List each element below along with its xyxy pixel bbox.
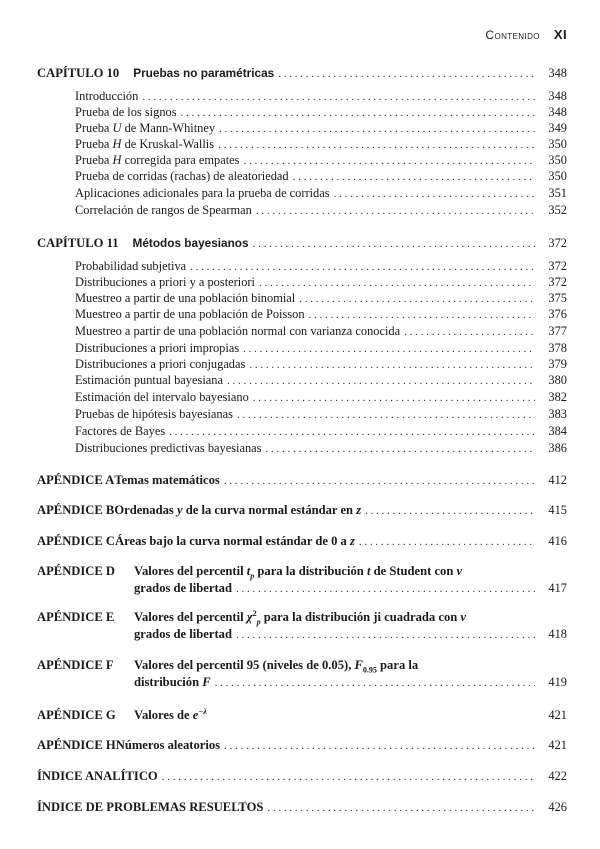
running-head xyxy=(485,27,567,42)
toc-entry[interactable] xyxy=(75,324,567,340)
page-number: 350 xyxy=(548,169,567,183)
toc-entry[interactable] xyxy=(75,275,567,291)
page-number: 350 xyxy=(548,137,567,151)
dot-leader xyxy=(142,90,535,105)
entry-title: Estimación del intervalo bayesiano xyxy=(75,390,249,404)
toc-appendix-d[interactable] xyxy=(37,564,567,597)
entry-title: Prueba U de Mann-Whitney xyxy=(75,121,216,135)
chapter-title: Pruebas no paramétricas xyxy=(133,66,275,80)
toc-entry[interactable] xyxy=(75,169,567,185)
toc-entry[interactable] xyxy=(75,89,567,105)
appendix-label: APÉNDICE C xyxy=(37,534,116,548)
toc-index-problemas[interactable] xyxy=(37,800,567,816)
entry-title: Estimación puntual bayesiana xyxy=(75,373,223,387)
page-number: 417 xyxy=(548,581,567,595)
appendix-title: Ordenadas y de la curva normal estándar en z xyxy=(114,503,362,517)
appendix-title-line2: grados de libertad xyxy=(134,581,232,595)
page-number: 376 xyxy=(548,307,567,321)
page-number: 375 xyxy=(548,291,567,305)
dot-leader xyxy=(256,204,535,219)
entry-title: Prueba de corridas (rachas) de aleatoriedad xyxy=(75,169,289,183)
dot-leader xyxy=(365,504,535,519)
appendix-label: APÉNDICE B xyxy=(37,503,115,517)
toc-chapter-11[interactable] xyxy=(37,236,567,252)
entry-title: Correlación de rangos de Spearman xyxy=(75,203,252,217)
dot-leader xyxy=(243,154,535,169)
entry-title: Distribuciones a priori impropias xyxy=(75,341,240,355)
entry-title: Aplicaciones adicionales para la prueba de corridas xyxy=(75,186,330,200)
dot-leader xyxy=(237,408,535,423)
appendix-title: Valores del percentil 95 (niveles de 0.05), $F_{0.95}$ para la xyxy=(134,658,419,675)
page-number: 419 xyxy=(548,675,567,689)
toc-appendix-c[interactable] xyxy=(37,534,567,550)
toc-entry[interactable] xyxy=(75,121,567,137)
toc-entry[interactable] xyxy=(75,341,567,357)
dot-leader xyxy=(359,535,535,550)
toc-index-analitico[interactable] xyxy=(37,769,567,785)
toc-entry[interactable] xyxy=(75,424,567,440)
page-number: 349 xyxy=(548,121,567,135)
page-number: 380 xyxy=(548,373,567,387)
dot-leader xyxy=(227,374,535,389)
dot-leader xyxy=(224,474,535,489)
page-number: 421 xyxy=(548,708,567,722)
dot-leader xyxy=(215,676,535,691)
running-head-section: Contenido xyxy=(485,28,540,42)
dot-leader xyxy=(259,276,535,291)
page-number: 426 xyxy=(548,800,567,814)
toc-entry[interactable] xyxy=(75,307,567,323)
entry-title: Prueba H corregida para empates xyxy=(75,153,240,167)
toc-entry[interactable] xyxy=(75,137,567,153)
toc-entry[interactable] xyxy=(75,105,567,121)
appendix-label: APÉNDICE F xyxy=(37,658,114,672)
chapter-label: CAPÍTULO 11 xyxy=(37,236,119,250)
toc-entry[interactable] xyxy=(75,441,567,457)
dot-leader xyxy=(236,628,535,643)
dot-leader xyxy=(404,325,535,340)
page-number: 384 xyxy=(548,424,567,438)
appendix-label: APÉNDICE D xyxy=(37,564,116,578)
page-number: 379 xyxy=(548,357,567,371)
toc-entry[interactable] xyxy=(75,153,567,169)
page-number: 418 xyxy=(548,627,567,641)
toc-appendix-b[interactable] xyxy=(37,503,567,519)
running-head-page-number: XI xyxy=(553,27,567,42)
dot-leader xyxy=(253,237,535,252)
dot-leader xyxy=(181,106,535,121)
page-number: 422 xyxy=(548,769,567,783)
index-label: ÍNDICE DE PROBLEMAS RESUELTOS xyxy=(37,800,264,814)
appendix-title: Valores de $e^{-\lambda}$ xyxy=(134,706,207,722)
appendix-title-line2: distribución F xyxy=(134,675,211,689)
page-number: 383 xyxy=(548,407,567,421)
dot-leader xyxy=(169,425,535,440)
entry-title: Factores de Bayes xyxy=(75,424,166,438)
page-number: 372 xyxy=(548,275,567,289)
toc-appendix-f[interactable] xyxy=(37,658,567,691)
page-number: 415 xyxy=(548,503,567,517)
page-number: 351 xyxy=(548,186,567,200)
dot-leader xyxy=(299,292,535,307)
index-label: ÍNDICE ANALÍTICO xyxy=(37,769,158,783)
toc-entry[interactable] xyxy=(75,407,567,423)
appendix-title: Valores del percentil $\chi^2_p$ para la distribución ji cuadrada con v xyxy=(134,608,466,627)
page-number: 348 xyxy=(548,89,567,103)
page-number: 386 xyxy=(548,441,567,455)
page-number: 416 xyxy=(548,534,567,548)
dot-leader xyxy=(334,187,535,202)
page-number: 372 xyxy=(548,236,567,250)
chapter-label: CAPÍTULO 10 xyxy=(37,66,120,80)
appendix-title: Números aleatorios xyxy=(115,738,221,752)
toc-appendix-g[interactable] xyxy=(37,708,567,723)
entry-title: Distribuciones a priori y a posteriori xyxy=(75,275,255,289)
appendix-title-line2: grados de libertad xyxy=(134,627,232,641)
entry-title: Muestreo a partir de una población binomial xyxy=(75,291,296,305)
toc-appendix-a[interactable] xyxy=(37,473,567,489)
page-number: 348 xyxy=(548,66,567,80)
page-number: 350 xyxy=(548,153,567,167)
entry-title: Prueba H de Kruskal-Wallis xyxy=(75,137,215,151)
toc-appendix-h[interactable] xyxy=(37,738,567,754)
dot-leader xyxy=(267,801,535,816)
page-number: 382 xyxy=(548,390,567,404)
dot-leader xyxy=(278,67,535,82)
appendix-label: APÉNDICE H xyxy=(37,738,116,752)
appendix-title: Valores del percentil $t_p$ para la distribución t de Student con v xyxy=(134,564,463,581)
entry-title: Prueba de los signos xyxy=(75,105,177,119)
dot-leader xyxy=(266,442,536,457)
dot-leader xyxy=(253,391,535,406)
appendix-label: APÉNDICE E xyxy=(37,610,115,624)
appendix-label: APÉNDICE G xyxy=(37,708,116,722)
dot-leader xyxy=(309,308,535,323)
toc-entry[interactable] xyxy=(75,259,567,275)
toc-appendix-e[interactable] xyxy=(37,610,567,643)
entry-title: Muestreo a partir de una población de Poisson xyxy=(75,307,305,321)
dot-leader xyxy=(190,260,535,275)
page-number: 412 xyxy=(548,473,567,487)
entry-title: Distribuciones predictivas bayesianas xyxy=(75,441,262,455)
dot-leader xyxy=(219,122,535,137)
toc-entry[interactable] xyxy=(75,357,567,373)
entry-title: Pruebas de hipótesis bayesianas xyxy=(75,407,233,421)
page-number: 352 xyxy=(548,203,567,217)
page-number: 372 xyxy=(548,259,567,273)
page-number: 378 xyxy=(548,341,567,355)
toc-chapter-10[interactable] xyxy=(37,66,567,82)
toc-entry[interactable] xyxy=(75,291,567,307)
dot-leader xyxy=(224,739,535,754)
dot-leader xyxy=(243,342,535,357)
dot-leader xyxy=(249,358,535,373)
dot-leader xyxy=(162,770,535,785)
chapter-title: Métodos bayesianos xyxy=(132,236,249,250)
entry-title: Probabilidad subjetiva xyxy=(75,259,187,273)
entry-title: Muestreo a partir de una población normal con varianza conocida xyxy=(75,324,401,338)
toc-entry[interactable] xyxy=(75,373,567,389)
page-number: 421 xyxy=(548,738,567,752)
toc-entry[interactable] xyxy=(75,390,567,406)
appendix-title: Áreas bajo la curva normal estándar de 0 a z xyxy=(115,534,355,548)
entry-title: Introducción xyxy=(75,89,139,103)
page-number: 348 xyxy=(548,105,567,119)
dot-leader xyxy=(236,582,535,597)
dot-leader xyxy=(218,138,535,153)
dot-leader xyxy=(293,170,535,185)
toc-entry[interactable] xyxy=(75,203,567,219)
appendix-title: Temas matemáticos xyxy=(114,473,220,487)
page-number: 377 xyxy=(548,324,567,338)
toc-entry[interactable] xyxy=(75,186,567,202)
entry-title: Distribuciones a priori conjugadas xyxy=(75,357,246,371)
appendix-label: APÉNDICE A xyxy=(37,473,115,487)
